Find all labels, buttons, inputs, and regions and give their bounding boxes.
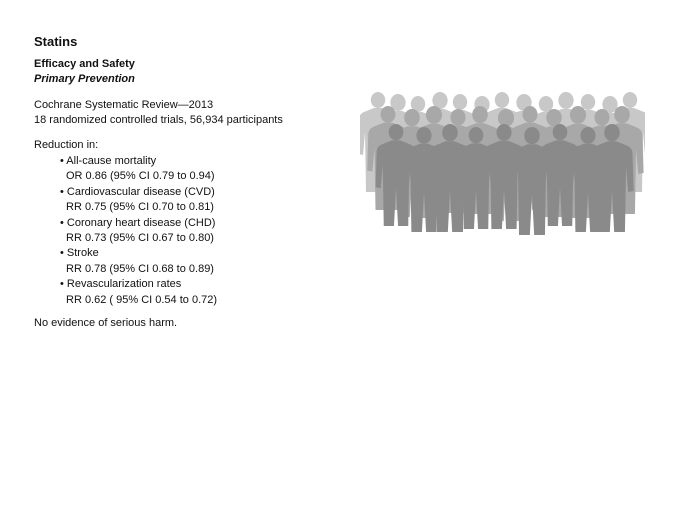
person-head: [623, 92, 637, 108]
person-head: [553, 124, 568, 140]
person-head: [404, 109, 420, 126]
outcome-item: [60, 277, 217, 308]
person-head: [614, 106, 630, 123]
outcome-item: [60, 216, 217, 247]
outcome-detail: RR 0.78 (95% CI 0.68 to 0.89): [66, 262, 214, 275]
reduction-heading: Reduction in:: [34, 139, 99, 151]
person-head: [381, 106, 396, 123]
person-head: [524, 127, 540, 144]
source-line: Cochrane Systematic Review—2013: [34, 99, 214, 111]
crowd-silhouette-icon: [360, 88, 645, 238]
person-head: [580, 127, 595, 144]
person-head: [498, 109, 514, 127]
outcome-label: • Stroke: [60, 247, 99, 260]
outcome-item: [60, 185, 217, 216]
person-head: [453, 94, 467, 110]
person-head: [546, 109, 562, 126]
person-head: [581, 94, 595, 110]
person-head: [426, 106, 442, 124]
person-head: [389, 124, 404, 140]
trials-line: 18 randomized controlled trials, 56,934 participants: [34, 114, 283, 126]
person-head: [539, 96, 553, 112]
outcome-label: • Revascularization rates: [60, 278, 182, 291]
person-head: [595, 109, 610, 126]
person-head: [558, 92, 573, 109]
person-head: [604, 124, 620, 141]
outcome-detail: RR 0.75 (95% CI 0.70 to 0.81): [66, 201, 214, 214]
outcome-detail: RR 0.62 ( 95% CI 0.54 to 0.72): [66, 293, 218, 306]
outcome-detail: OR 0.86 (95% CI 0.79 to 0.94): [66, 170, 215, 183]
outcome-detail: RR 0.73 (95% CI 0.67 to 0.80): [66, 232, 214, 245]
outcome-label: • All-cause mortality: [60, 155, 157, 167]
outcome-label: • Coronary heart disease (CHD): [60, 216, 216, 229]
footer-note: No evidence of serious harm.: [34, 317, 178, 329]
person-head: [371, 92, 385, 108]
slide-subtitle: Efficacy and Safety: [34, 58, 135, 70]
person-head: [523, 106, 538, 123]
outcome-item: [60, 246, 217, 277]
outcome-item: [60, 154, 217, 185]
person-head: [570, 106, 586, 124]
slide-subtitle-secondary: Primary Prevention: [34, 73, 135, 85]
person-head: [469, 127, 484, 143]
person-head: [416, 127, 431, 144]
person-head: [496, 124, 511, 141]
outcome-list: [60, 154, 217, 308]
person-head: [472, 106, 488, 123]
person-head: [451, 109, 466, 126]
outcome-label: • Cardiovascular disease (CVD): [60, 185, 215, 198]
slide-title: Statins: [34, 34, 78, 49]
person-head: [442, 124, 458, 141]
person-head: [495, 92, 509, 108]
